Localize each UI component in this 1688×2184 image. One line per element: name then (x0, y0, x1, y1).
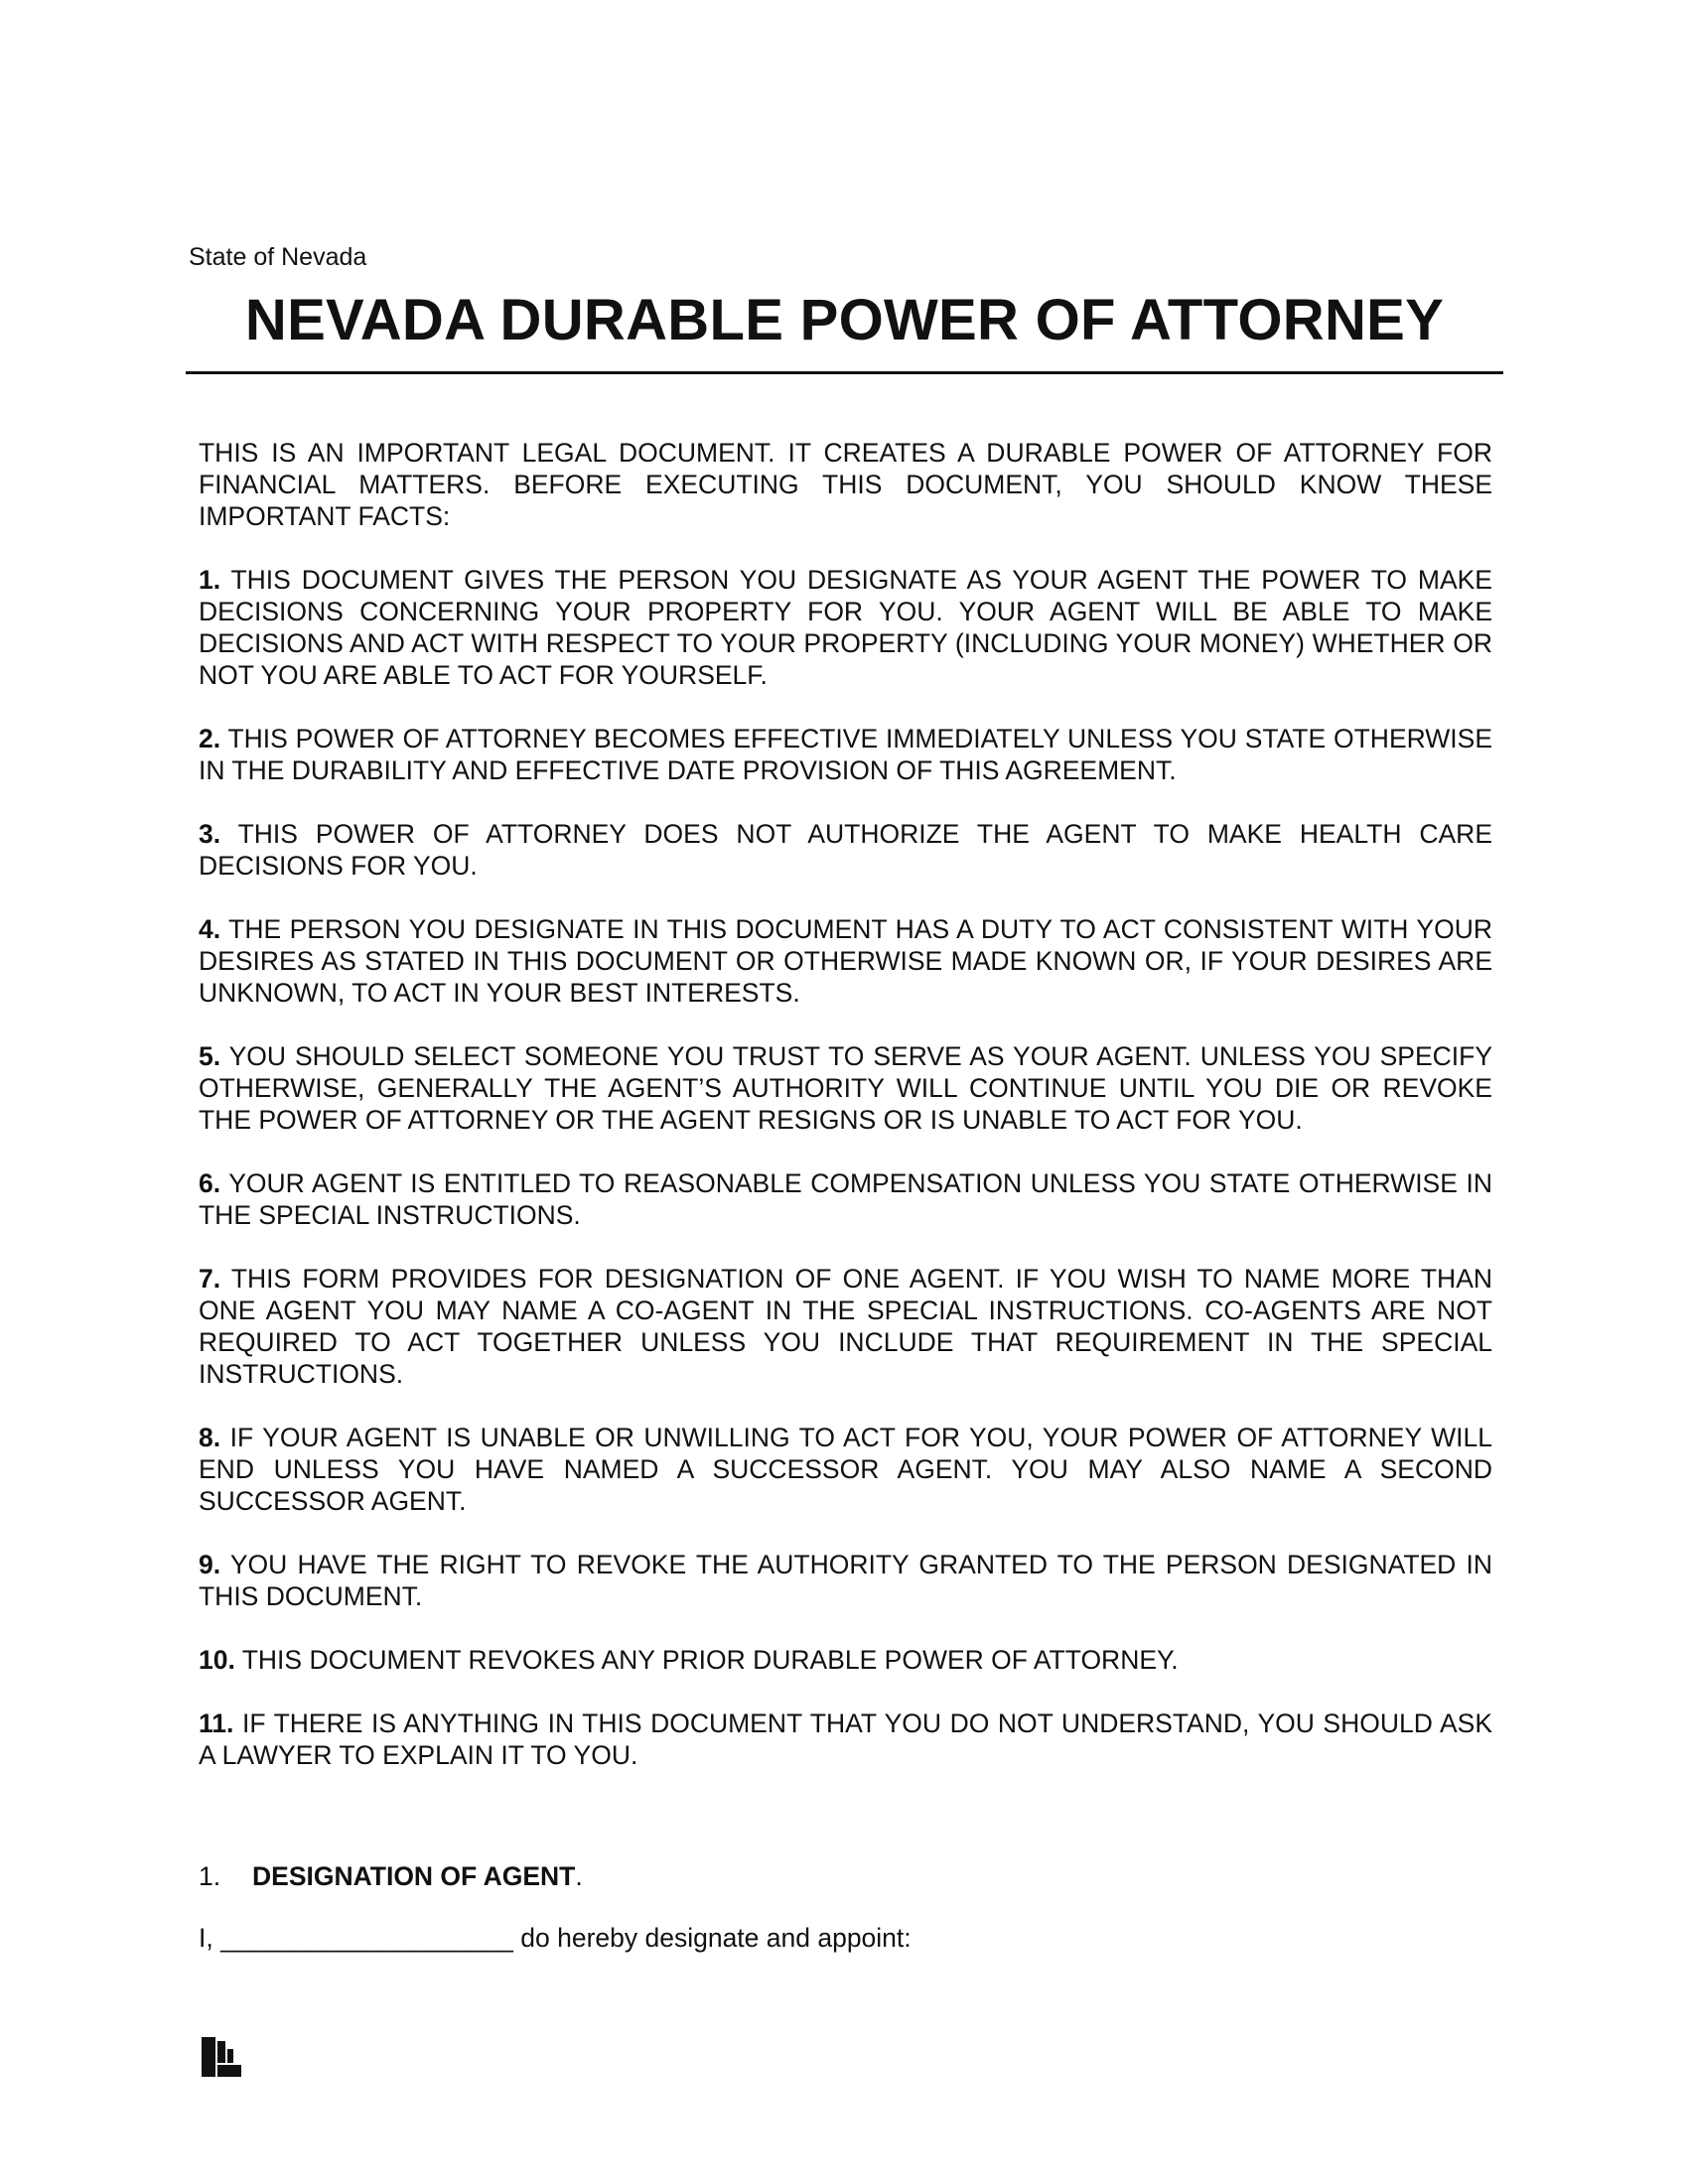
state-label: State of Nevada (189, 243, 367, 271)
notice-item-number: 10. (199, 1645, 235, 1675)
notice-item (199, 1549, 1492, 1612)
principal-designation-line (199, 1922, 912, 1954)
legal-templates-logo-icon (202, 2037, 241, 2077)
notice-item-number: 11. (199, 1708, 234, 1738)
notice-item-text: YOU HAVE THE RIGHT TO REVOKE THE AUTHORITY GRANTED TO THE PERSON DESIGNATED IN THIS DOCUMENT. (199, 1550, 1492, 1611)
designation-prefix: I, (199, 1923, 213, 1953)
notice-item-text: YOUR AGENT IS ENTITLED TO REASONABLE COMPENSATION UNLESS YOU STATE OTHERWISE IN THE SPECIAL INSTRUCTIONS. (199, 1168, 1492, 1230)
section-number: 1. (199, 1861, 221, 1891)
notice-item-number: 4. (199, 914, 221, 944)
notice-item-number: 2. (199, 724, 221, 753)
notice-item (199, 564, 1492, 691)
notice-item (199, 913, 1492, 1009)
notice-item-text: THIS DOCUMENT REVOKES ANY PRIOR DURABLE POWER OF ATTORNEY. (241, 1645, 1179, 1675)
notice-item-text: YOU SHOULD SELECT SOMEONE YOU TRUST TO SERVE AS YOUR AGENT. UNLESS YOU SPECIFY OTHERWISE, GENERALLY THE AGENT’S AUTHORITY WILL CONTINUE UNTIL YOU DIE OR REVOKE THE POWER OF ATTORNEY OR THE AGENT RESIGNS OR IS UNABLE TO ACT FOR YOU. (199, 1041, 1493, 1135)
notice-item-number: 8. (199, 1423, 221, 1452)
notice-item-text: THIS POWER OF ATTORNEY DOES NOT AUTHORIZE THE AGENT TO MAKE HEALTH CARE DECISIONS FOR YOU. (199, 819, 1492, 881)
notice-item (199, 1167, 1492, 1231)
notice-item-number: 7. (199, 1264, 221, 1294)
notice-item-text: THE PERSON YOU DESIGNATE IN THIS DOCUMENT HAS A DUTY TO ACT CONSISTENT WITH YOUR DESIRES AS STATED IN THIS DOCUMENT OR OTHERWISE MADE KNOWN OR, IF YOUR DESIRES ARE UNKNOWN, TO ACT IN YOUR BEST INTERESTS. (199, 914, 1492, 1008)
notice-item-text: THIS DOCUMENT GIVES THE PERSON YOU DESIGNATE AS YOUR AGENT THE POWER TO MAKE DECISIONS CONCERNING YOUR PROPERTY FOR YOU. YOUR AGENT WILL BE ABLE TO MAKE DECISIONS AND ACT WITH RESPECT TO YOUR PROPERTY (INCLUDING YOUR MONEY) WHETHER OR NOT YOU ARE ABLE TO ACT FOR YOURSELF. (199, 565, 1492, 690)
notice-item (199, 1040, 1492, 1136)
notice-item-text: IF YOUR AGENT IS UNABLE OR UNWILLING TO ACT FOR YOU, YOUR POWER OF ATTORNEY WILL END UNLESS YOU HAVE NAMED A SUCCESSOR AGENT. YOU MAY ALSO NAME A SECOND SUCCESSOR AGENT. (199, 1423, 1492, 1516)
notice-item-number: 6. (199, 1168, 221, 1198)
notice-item-text: IF THERE IS ANYTHING IN THIS DOCUMENT THAT YOU DO NOT UNDERSTAND, YOU SHOULD ASK A LAWYER TO EXPLAIN IT TO YOU. (199, 1708, 1492, 1770)
section-title: DESIGNATION OF AGENT (252, 1861, 576, 1891)
principal-name-blank[interactable]: ____________________ (220, 1923, 513, 1953)
designation-suffix: do hereby designate and appoint: (520, 1923, 912, 1953)
section-title-period: . (575, 1861, 583, 1891)
notice-item-number: 5. (199, 1041, 221, 1071)
notice-block (199, 437, 1492, 1803)
title-divider (186, 371, 1503, 374)
notice-item (199, 818, 1492, 882)
notice-item-number: 1. (199, 565, 221, 595)
notice-item-text: THIS POWER OF ATTORNEY BECOMES EFFECTIVE IMMEDIATELY UNLESS YOU STATE OTHERWISE IN THE DURABILITY AND EFFECTIVE DATE PROVISION OF THIS AGREEMENT. (199, 724, 1493, 785)
document-title: NEVADA DURABLE POWER OF ATTORNEY (244, 288, 1445, 352)
notice-item-number: 9. (199, 1550, 221, 1579)
notice-item (199, 1263, 1492, 1390)
notice-item-text: THIS FORM PROVIDES FOR DESIGNATION OF ONE AGENT. IF YOU WISH TO NAME MORE THAN ONE AGENT YOU MAY NAME A CO-AGENT IN THE SPECIAL INSTRUCTIONS. CO-AGENTS ARE NOT REQUIRED TO ACT TOGETHER UNLESS YOU INCLUDE THAT REQUIREMENT IN THE SPECIAL INSTRUCTIONS. (199, 1264, 1493, 1389)
notice-intro: THIS IS AN IMPORTANT LEGAL DOCUMENT. IT CREATES A DURABLE POWER OF ATTORNEY FOR FINANCIAL MATTERS. BEFORE EXECUTING THIS DOCUMENT, YOU SHOULD KNOW THESE IMPORTANT FACTS: (199, 438, 1492, 531)
notice-item (199, 1707, 1492, 1771)
notice-item (199, 1644, 1492, 1676)
notice-item-number: 3. (199, 819, 221, 849)
notice-item (199, 723, 1492, 786)
notice-item (199, 1422, 1492, 1517)
section-heading-designation (199, 1860, 583, 1892)
